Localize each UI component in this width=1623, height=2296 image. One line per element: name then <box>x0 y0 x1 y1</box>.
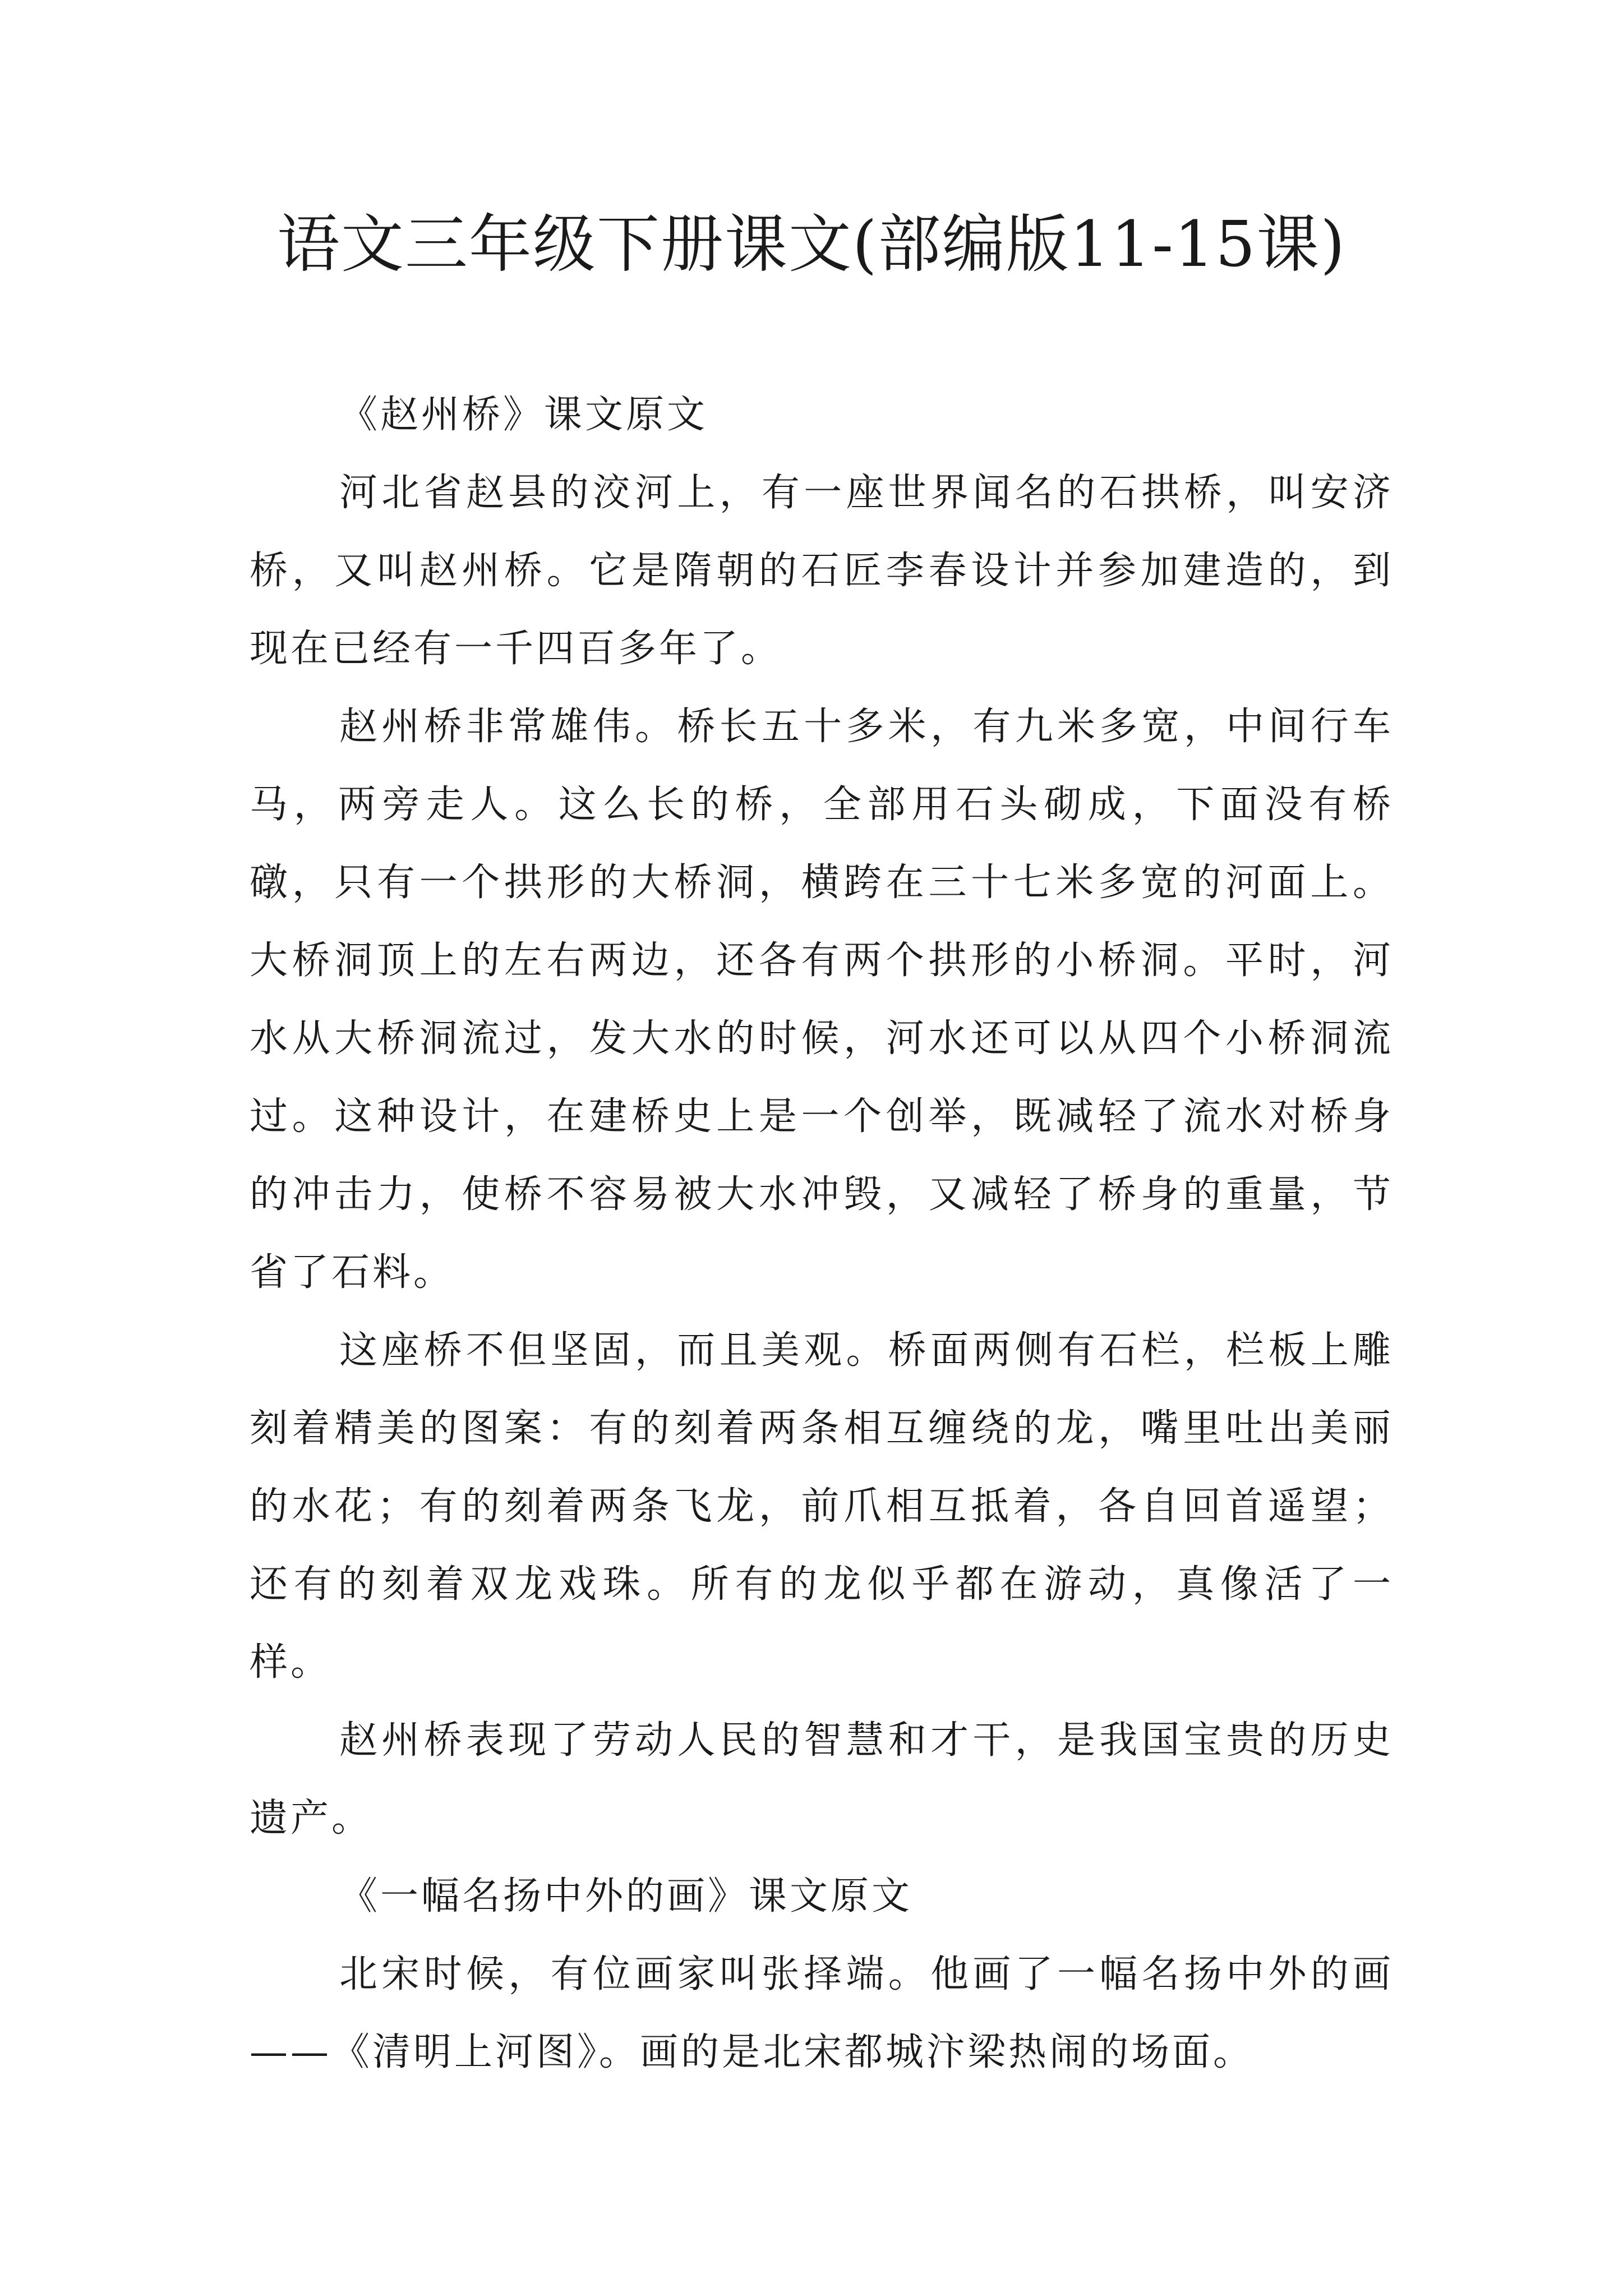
paragraph: 赵州桥非常雄伟。桥长五十多米，有九米多宽，中间行车马，两旁走人。这么长的桥，全部用石头砌成，下面没有桥礅，只有一个拱形的大桥洞，横跨在三十七米多宽的河面上。大桥洞顶上的左右两边，还各有两个拱形的小桥洞。平时，河水从大桥洞流过，发大水的时候，河水还可以从四个小桥洞流过。这种设计，在建桥史上是一个创举，既减轻了流水对桥身的冲击力，使桥不容易被大水冲毁，又减轻了桥身的重量，节省了石料。 <box>250 705 1394 1295</box>
document-title: 语文三年级下册课文(部编版11-15课) <box>276 208 1347 281</box>
paragraph: 这座桥不但坚固，而且美观。桥面两侧有石栏，栏板上雕刻着精美的图案：有的刻着两条相互缠绕的龙，嘴里吐出美丽的水花；有的刻着两条飞龙，前爪相互抵着，各自回首遥望；还有的刻着双龙戏珠。所有的龙似乎都在游动，真像活了一样。 <box>250 1328 1394 1685</box>
section-heading-famous-painting: 《一幅名扬中外的画》课文原文 <box>339 1874 913 1918</box>
paragraph: 河北省赵县的洨河上，有一座世界闻名的石拱桥，叫安济桥，又叫赵州桥。它是隋朝的石匠李春设计并参加建造的，到现在已经有一千四百多年了。 <box>250 471 1394 671</box>
paragraph: 赵州桥表现了劳动人民的智慧和才干，是我国宝贵的历史遗产。 <box>250 1718 1394 1841</box>
document-body <box>250 376 1394 2091</box>
section-heading-zhaozhou-bridge: 《赵州桥》课文原文 <box>339 393 708 437</box>
paragraph: 北宋时候，有位画家叫张择端。他画了一幅名扬中外的画——《清明上河图》。画的是北宋都城汴梁热闹的场面。 <box>250 1952 1394 2074</box>
